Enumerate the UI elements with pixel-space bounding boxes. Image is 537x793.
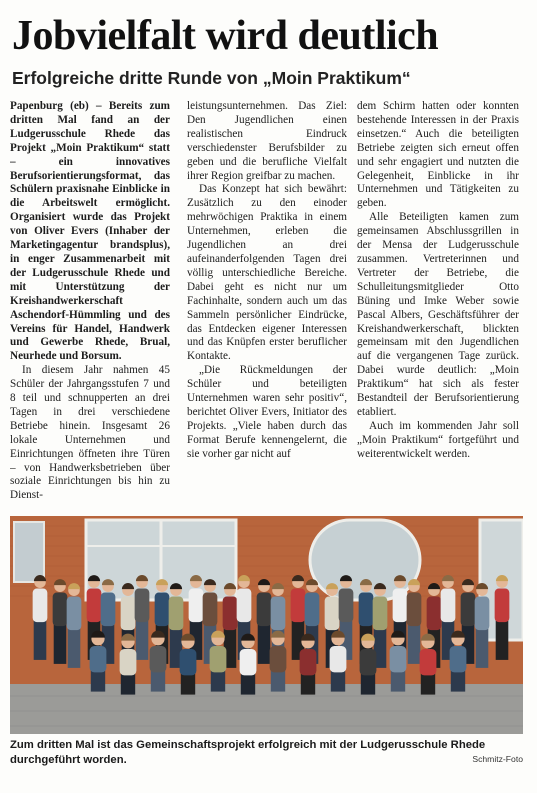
column-2 <box>187 100 347 510</box>
person-figure <box>300 634 317 695</box>
person-figure <box>270 631 287 692</box>
person-figure <box>210 631 227 692</box>
subheadline: Erfolgreiche dritte Runde von „Moin Praktikum“ <box>12 68 411 88</box>
person-figure <box>150 631 167 692</box>
paragraph-5: Alle Beteiligten kamen zum gemeinsamen Abschlussgrillen in der Mensa der Ludgerusschule zusammen. Vertreterinnen und Vertreter der Betriebe, die Schulleitungsmitglieder Otto Büning und Imke Weber sowie Pascal Albers, Geschäftsführer der Kreishandwerkerschaft, blickten gemeinsam mit den Jugendlichen auf die vergangenen Tage zurück. Dabei wurde deutlich: „Moin Praktikum“ hat sich als fester Bestandteil der Berufsorientierung etabliert. <box>357 211 519 418</box>
person-figure <box>420 634 437 695</box>
paragraph-2: In diesem Jahr nahmen 45 Schüler der Jahrgangsstufen 7 und 8 teil und schnupperten an drei Tagen in drei verschiedene Betriebe hinein. Insgesamt 26 lokale Unternehmen und Einrichtungen öffneten ihre Türen – von Handwerksbetrieben über soziale Einrichtungen bis hin zu Dienst- <box>10 364 170 502</box>
column-3 <box>357 100 519 510</box>
paragraph-4-continued: dem Schirm hatten oder konnten bestehende Interessen in der Praxis einsetzen.“ Auch die beteiligten Betriebe zeigten sich erneut offen und sehr engagiert und nutzten die Gelegenheit, Einblicke in ihr Unternehmen und Tätigkeiten zu geben. <box>357 100 519 210</box>
person-figure <box>180 634 197 695</box>
person-figure <box>120 634 137 695</box>
person-figure <box>240 634 257 695</box>
group-photo <box>10 516 523 734</box>
group-photo-illustration <box>10 516 523 734</box>
paragraph-6: Auch im kommenden Jahr soll „Moin Praktikum“ fortgeführt und weiterentwickelt werden. <box>357 419 519 460</box>
column-1 <box>10 100 170 510</box>
paragraph-4: „Die Rückmeldungen der Schüler und beteiligten Unternehmen waren sehr positiv“, berichtet Oliver Evers, Initiator des Projekts. „Viele haben durch das Format Berufe kennengelernt, die sie vorher gar nicht auf <box>187 364 347 460</box>
paragraph-2-continued: leistungsunternehmen. Das Ziel: Den Jugendlichen einen realistischen Eindruck verschiedenster Berufsbilder zu geben und die berufliche Vielfalt ihrer Region greifbar zu machen. <box>187 100 347 182</box>
person-figure <box>390 631 407 692</box>
photo-credit: Schmitz-Foto <box>472 754 523 764</box>
article-body <box>10 100 527 510</box>
person-figure <box>90 631 107 692</box>
intro-paragraph: Papenburg (eb) – Bereits zum dritten Mal fand an der Ludgerusschule Rhede das Projekt „Moin Praktikum“ statt – ein innovatives Berufsorientierungsformat, das Schülern praxisnahe Einblicke in die Arbeitswelt ermöglicht. Organisiert wurde das Projekt von Oliver Evers (Inhaber der Marketingagentur brandsplus), in enger Zusammenarbeit mit der Ludgerusschule Rhede und mit Unterstützung der Kreishandwerkerschaft Aschendorf-Hümmling und des Vereins für Handel, Handwerk und Gewerbe Rhede, Brual, Neurhede und Borsum. <box>10 100 170 363</box>
person-figure <box>450 631 467 692</box>
person-figure <box>330 631 347 692</box>
photo-caption: Zum dritten Mal ist das Gemeinschaftsprojekt erfolgreich mit der Ludgerusschule Rhede durchgeführt worden. <box>10 739 486 766</box>
person-figure <box>360 634 377 695</box>
paragraph-3: Das Konzept hat sich bewährt: Zusätzlich zu den einoder mehrwöchigen Praktika in einem Unternehmen, erleben die Jugendlichen an drei aufeinanderfolgenden Tagen drei völlig unterschiedliche Bereiche. Dabei geht es nicht nur um Fachinhalte, sondern auch um das Sammeln persönlicher Eindrücke, das Entdecken eigener Interessen und das Knüpfen erster beruflicher Kontakte. <box>187 183 347 363</box>
headline: Jobvielfalt wird deutlich <box>12 13 439 59</box>
